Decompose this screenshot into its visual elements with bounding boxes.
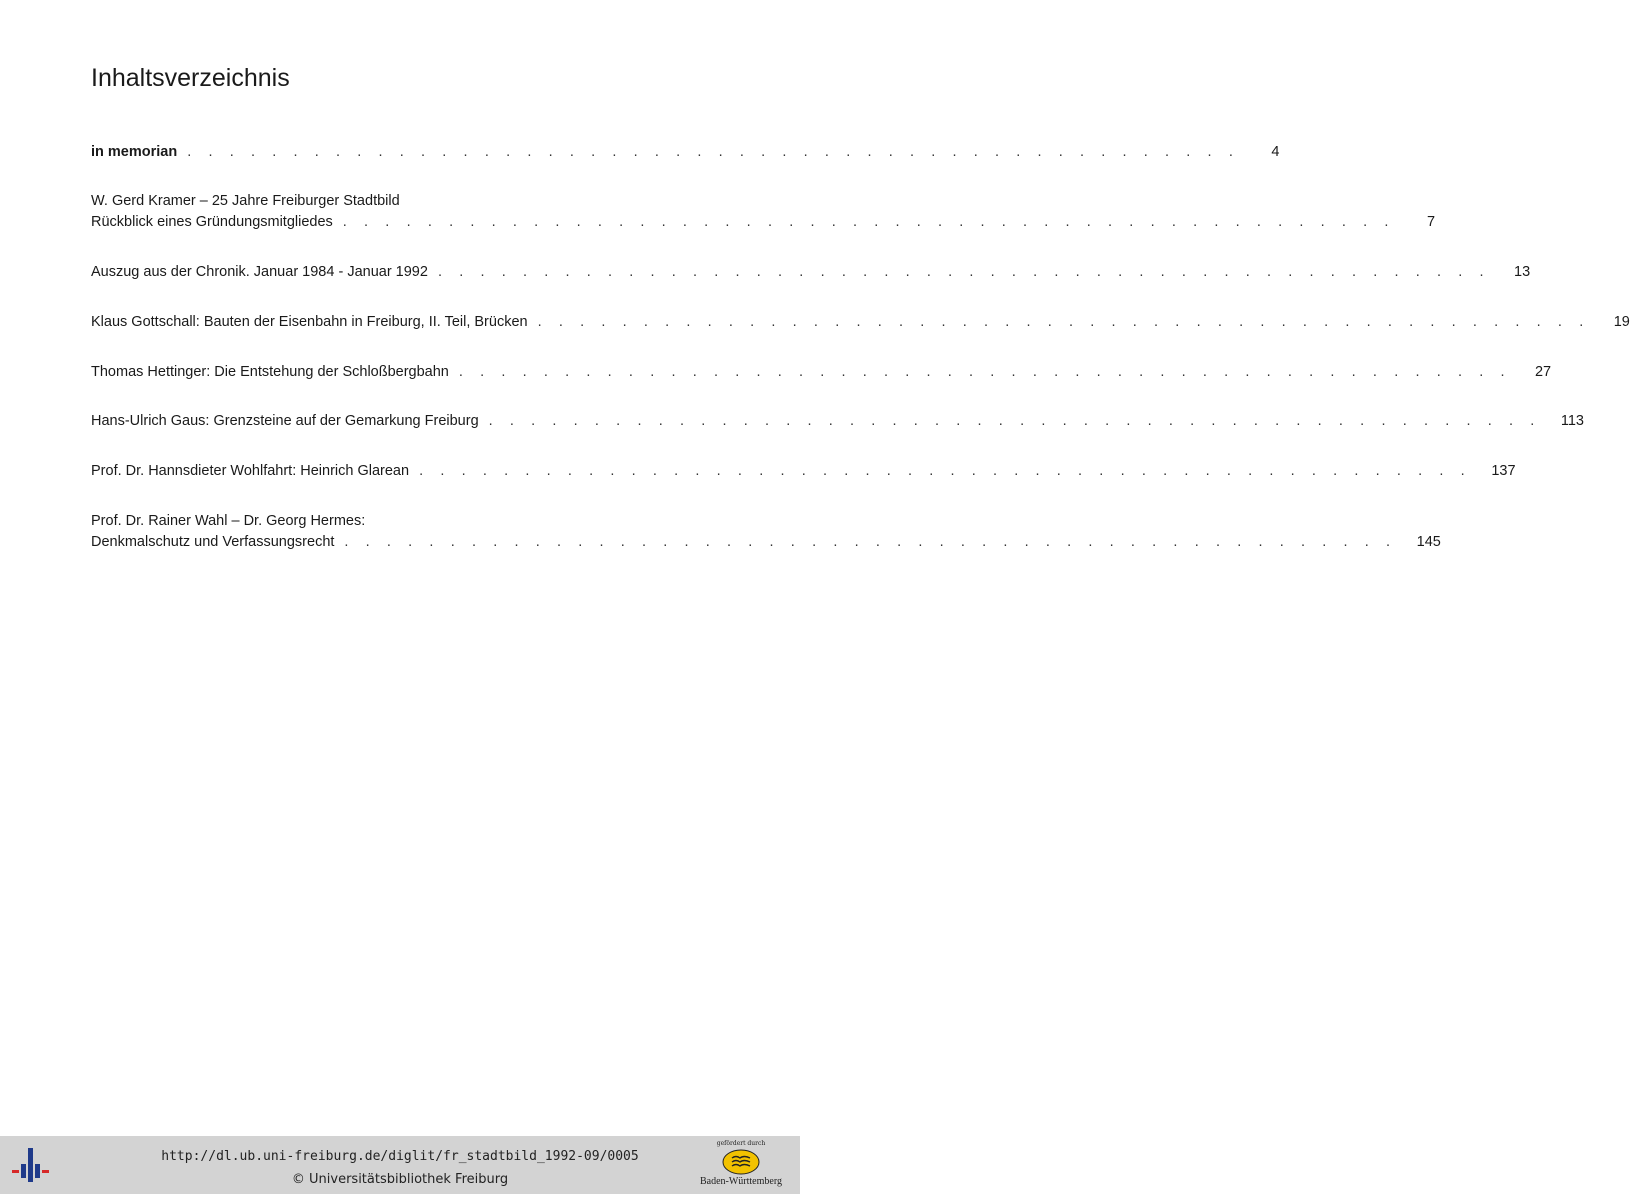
footer-url-link[interactable]: http://dl.ub.uni-freiburg.de/diglit/fr_stadtbild_1992-09/0005 [161,1149,639,1164]
toc-entry [91,312,1630,333]
toc-entry [91,411,1584,432]
toc-entry-title: Hans-Ulrich Gaus: Grenzsteine auf der Gemarkung Freiburg [91,413,479,429]
toc-leader-dots: . . . . . . . . . . . . . . . . . . . . . . . . . . . . . . . . . . . . . . . . . . . . . . . . . . [458,364,1512,380]
toc-page-number: 4 [1271,144,1280,160]
toc-entry-author-line: W. Gerd Kramer – 25 Jahre Freiburger Stadtbild [91,193,400,209]
toc-page-number: 113 [1560,413,1584,429]
toc-entry [91,362,1552,383]
footer-copyright: © Universitätsbibliothek Freiburg [291,1172,509,1187]
toc-leader-dots: . . . . . . . . . . . . . . . . . . . . . . . . . . . . . . . . . . . . . . . . . . . . . . . . . . [437,264,1491,280]
toc-entry [91,461,1516,482]
toc-entry [91,262,1531,283]
page-title: Inhaltsverzeichnis [91,64,290,92]
toc-entry-title: Auszug aus der Chronik. Januar 1984 - Januar 1992 [91,264,428,280]
toc-leader-dots: . . . . . . . . . . . . . . . . . . . . . . . . . . . . . . . . . . . . . . . . . . . . . . . . . . [537,314,1590,330]
sponsor-block [694,1140,788,1187]
sponsor-label: gefördert durch [716,1140,766,1147]
toc-page-number: 19 [1613,314,1630,330]
toc-leader-dots: . . . . . . . . . . . . . . . . . . . . . . . . . . . . . . . . . . . . . . . . . . . . . . . . . . [419,463,1472,479]
toc-entry-title: Klaus Gottschall: Bauten der Eisenbahn in Freiburg, II. Teil, Brücken [91,314,528,330]
toc-entry [91,511,1441,553]
toc-entry-title: in memorian [91,144,178,160]
toc-entry [91,191,1436,233]
toc-page-number: 27 [1534,364,1552,380]
baden-wuerttemberg-seal-icon [722,1149,760,1175]
toc-entry-author-line: Prof. Dr. Rainer Wahl – Dr. Georg Hermes: [91,513,366,529]
toc-entry-title: Thomas Hettinger: Die Entstehung der Schloßbergbahn [91,364,449,380]
toc-leader-dots: . . . . . . . . . . . . . . . . . . . . . . . . . . . . . . . . . . . . . . . . . . . . . . . . . . [342,214,1396,230]
toc-page-number: 7 [1426,214,1436,230]
toc-page-number: 137 [1491,463,1516,479]
toc-page-number: 145 [1416,534,1441,550]
toc-leader-dots: . . . . . . . . . . . . . . . . . . . . . . . . . . . . . . . . . . . . . . . . . . . . . . . . . . [488,413,1541,429]
toc-entry-title: Rückblick eines Gründungsmitgliedes [91,214,333,230]
toc-entry-title: Denkmalschutz und Verfassungsrecht [91,534,335,550]
footer-bar [0,1136,800,1194]
toc-entry [91,142,1280,163]
toc-entry-title: Prof. Dr. Hannsdieter Wohlfahrt: Heinrich Glarean [91,463,410,479]
toc-page-number: 13 [1514,264,1531,280]
sponsor-name: Baden-Württemberg [699,1176,782,1187]
toc-leader-dots: . . . . . . . . . . . . . . . . . . . . . . . . . . . . . . . . . . . . . . . . . . . . . . . . . . [344,534,1397,550]
toc-leader-dots: . . . . . . . . . . . . . . . . . . . . . . . . . . . . . . . . . . . . . . . . . . . . . . . . . . [187,144,1240,160]
